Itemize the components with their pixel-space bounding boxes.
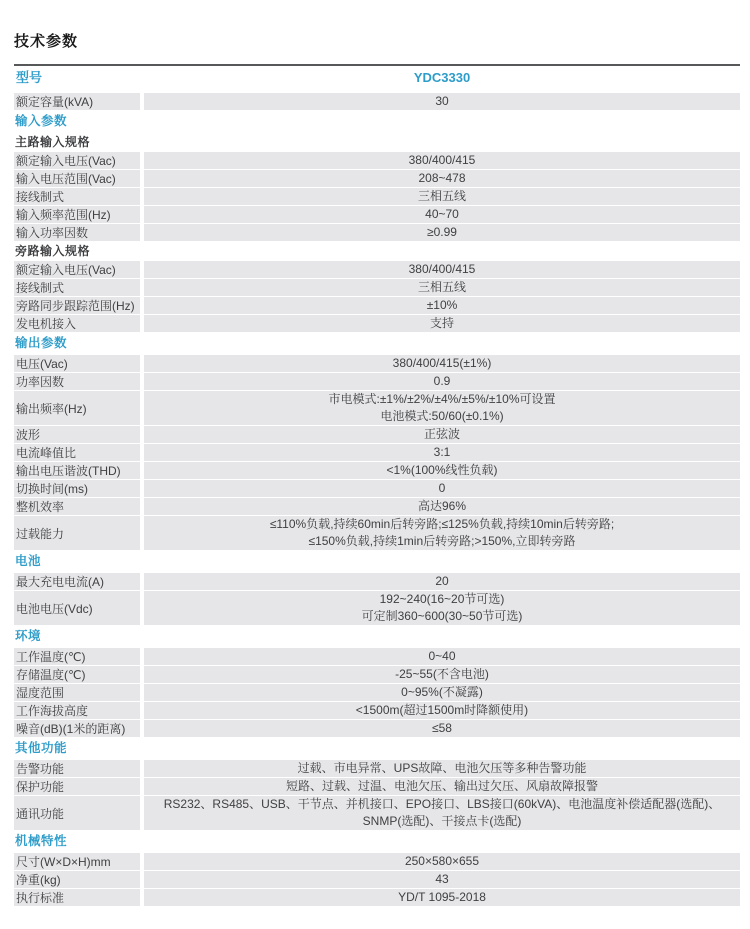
row-label: 电流峰值比 xyxy=(14,444,140,461)
table-row xyxy=(14,224,740,241)
section-heading: 电池 xyxy=(14,551,740,572)
row-label: 执行标准 xyxy=(14,889,140,906)
row-label: 额定容量(kVA) xyxy=(14,93,140,110)
row-value: 380/400/415 xyxy=(144,261,740,278)
section-heading: 环境 xyxy=(14,626,740,647)
row-value: 0.9 xyxy=(144,373,740,390)
table-row xyxy=(14,702,740,719)
row-value: 250×580×655 xyxy=(144,853,740,870)
row-label: 输入电压范围(Vac) xyxy=(14,170,140,187)
subsection-heading: 主路输入规格 xyxy=(14,133,740,151)
row-label: 型号 xyxy=(14,67,140,89)
row-label: 接线制式 xyxy=(14,279,140,296)
table-row xyxy=(14,573,740,590)
row-label: 发电机接入 xyxy=(14,315,140,332)
subsection-heading: 旁路输入规格 xyxy=(14,242,740,260)
row-value: 过载、市电异常、UPS故障、电池欠压等多种告警功能 xyxy=(144,760,740,777)
row-value: ≤110%负载,持续60min后转旁路;≤125%负载,持续10min后转旁路; ≤150%负载,持续1min后转旁路;>150%,立即转旁路 xyxy=(144,516,740,550)
header-rule xyxy=(14,64,740,66)
table-row xyxy=(14,391,740,425)
row-value: 高达96% xyxy=(144,498,740,515)
row-value: YDC3330 xyxy=(144,67,740,89)
row-label: 告警功能 xyxy=(14,760,140,777)
row-value: 3:1 xyxy=(144,444,740,461)
row-value: 192~240(16~20节可选) 可定制360~600(30~50节可选) xyxy=(144,591,740,625)
row-label: 工作海拔高度 xyxy=(14,702,140,719)
row-value: 三相五线 xyxy=(144,188,740,205)
row-label: 噪音(dB)(1米的距离) xyxy=(14,720,140,737)
table-row xyxy=(14,373,740,390)
table-row xyxy=(14,355,740,372)
table-row xyxy=(14,279,740,296)
row-label: 整机效率 xyxy=(14,498,140,515)
row-label: 额定输入电压(Vac) xyxy=(14,261,140,278)
row-label: 输入频率范围(Hz) xyxy=(14,206,140,223)
table-row xyxy=(14,206,740,223)
table-row xyxy=(14,426,740,443)
table-row xyxy=(14,778,740,795)
table-row xyxy=(14,516,740,550)
table-row xyxy=(14,462,740,479)
row-label: 功率因数 xyxy=(14,373,140,390)
row-label: 波形 xyxy=(14,426,140,443)
row-label: 工作温度(℃) xyxy=(14,648,140,665)
row-label: 通讯功能 xyxy=(14,796,140,830)
section-heading: 机械特性 xyxy=(14,831,740,852)
table-row xyxy=(14,297,740,314)
row-label: 切换时间(ms) xyxy=(14,480,140,497)
row-label: 输出频率(Hz) xyxy=(14,391,140,425)
table-row xyxy=(14,684,740,701)
row-value: 43 xyxy=(144,871,740,888)
row-value: 380/400/415 xyxy=(144,152,740,169)
table-row xyxy=(14,152,740,169)
table-row xyxy=(14,261,740,278)
table-row xyxy=(14,648,740,665)
row-value: <1%(100%线性负载) xyxy=(144,462,740,479)
row-value: -25~55(不含电池) xyxy=(144,666,740,683)
table-row xyxy=(14,444,740,461)
table-row xyxy=(14,853,740,870)
table-row xyxy=(14,666,740,683)
page-title: 技术参数 xyxy=(14,33,79,50)
table-row xyxy=(14,498,740,515)
row-value: 市电模式:±1%/±2%/±4%/±5%/±10%可设置 电池模式:50/60(±0.1%) xyxy=(144,391,740,425)
row-value: 短路、过载、过温、电池欠压、输出过欠压、风扇故障报警 xyxy=(144,778,740,795)
row-value: 20 xyxy=(144,573,740,590)
row-label: 湿度范围 xyxy=(14,684,140,701)
table-row xyxy=(14,720,740,737)
row-value: 三相五线 xyxy=(144,279,740,296)
section-heading: 其他功能 xyxy=(14,738,740,759)
row-value: 0 xyxy=(144,480,740,497)
table-row xyxy=(14,315,740,332)
table-row xyxy=(14,591,740,625)
table-row xyxy=(14,170,740,187)
row-value: 40~70 xyxy=(144,206,740,223)
row-label: 存储温度(℃) xyxy=(14,666,140,683)
row-value: 30 xyxy=(144,93,740,110)
row-value: 0~40 xyxy=(144,648,740,665)
row-label: 旁路同步跟踪范围(Hz) xyxy=(14,297,140,314)
section-heading: 输入参数 xyxy=(14,111,740,132)
row-label: 额定输入电压(Vac) xyxy=(14,152,140,169)
row-value: 0~95%(不凝露) xyxy=(144,684,740,701)
row-label: 过载能力 xyxy=(14,516,140,550)
row-label: 电池电压(Vdc) xyxy=(14,591,140,625)
row-value: 208~478 xyxy=(144,170,740,187)
row-value: ≤58 xyxy=(144,720,740,737)
row-value: 支持 xyxy=(144,315,740,332)
row-label: 接线制式 xyxy=(14,188,140,205)
table-row xyxy=(14,188,740,205)
spec-table xyxy=(14,67,740,906)
section-heading: 输出参数 xyxy=(14,333,740,354)
table-row xyxy=(14,480,740,497)
row-value: ≥0.99 xyxy=(144,224,740,241)
model-row xyxy=(14,67,740,89)
table-row xyxy=(14,889,740,906)
row-label: 输入功率因数 xyxy=(14,224,140,241)
row-label: 输出电压谐波(THD) xyxy=(14,462,140,479)
row-label: 最大充电电流(A) xyxy=(14,573,140,590)
row-value: 380/400/415(±1%) xyxy=(144,355,740,372)
row-value: ±10% xyxy=(144,297,740,314)
row-value: <1500m(超过1500m时降额使用) xyxy=(144,702,740,719)
table-row xyxy=(14,871,740,888)
row-value: RS232、RS485、USB、干节点、并机接口、EPO接口、LBS接口(60kVA)、电池温度补偿适配器(选配)、 SNMP(选配)、干接点卡(选配) xyxy=(144,796,740,830)
table-row xyxy=(14,93,740,110)
table-row xyxy=(14,760,740,777)
row-label: 净重(kg) xyxy=(14,871,140,888)
table-row xyxy=(14,796,740,830)
row-label: 保护功能 xyxy=(14,778,140,795)
row-label: 电压(Vac) xyxy=(14,355,140,372)
row-label: 尺寸(W×D×H)mm xyxy=(14,853,140,870)
row-value: YD/T 1095-2018 xyxy=(144,889,740,906)
row-value: 正弦波 xyxy=(144,426,740,443)
